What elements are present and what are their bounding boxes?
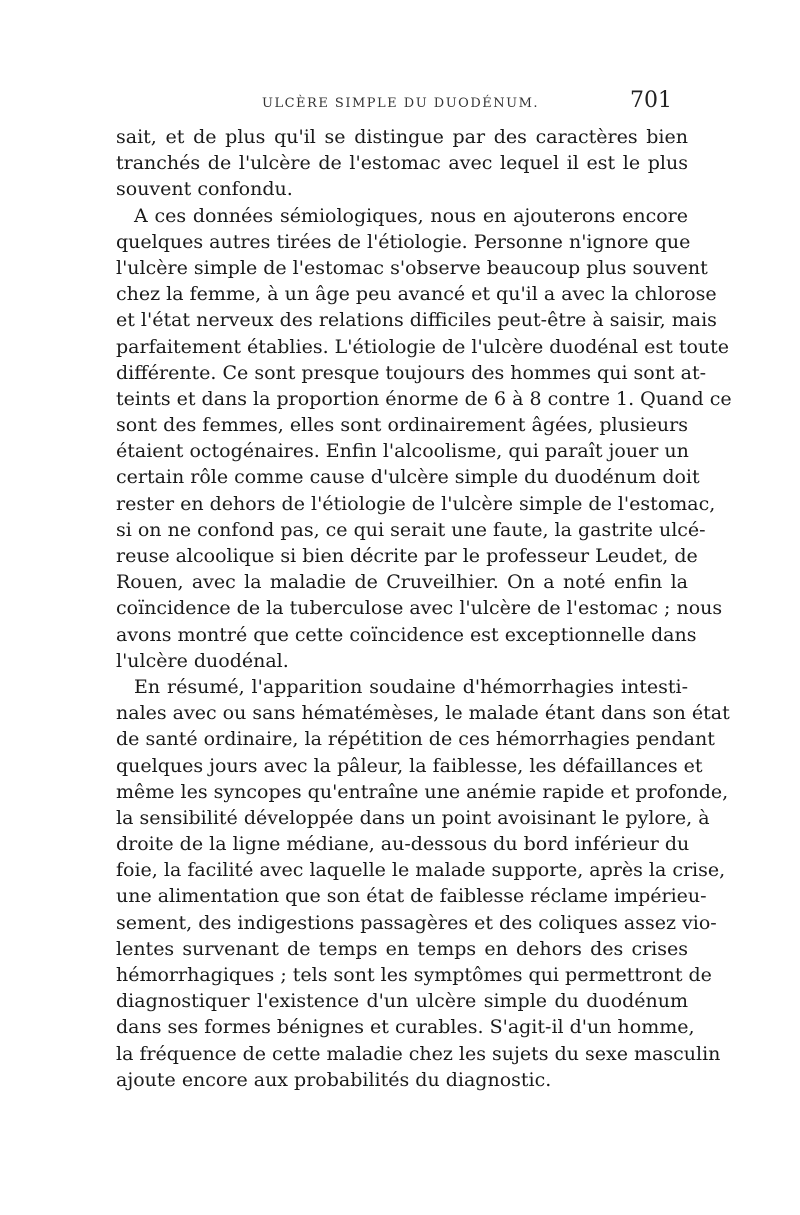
text-line: diagnostiquer l'existence d'un ulcère simple du duodénum <box>116 990 688 1013</box>
text-line: foie, la facilité avec laquelle le malade supporte, après la crise, <box>116 859 726 882</box>
text-line: droite de la ligne médiane, au-dessous du bord inférieur du <box>116 833 690 856</box>
text-line: hémorrhagiques ; tels sont les symptômes qui permettront de <box>116 964 712 986</box>
text-line: chez la femme, à un âge peu avancé et qu'il a avec la chlorose <box>116 283 717 306</box>
text-line: même les syncopes qu'entraîne une anémie rapide et profonde, <box>116 780 729 803</box>
text-line: la fréquence de cette maladie chez les sujets du sexe masculin <box>116 1042 721 1065</box>
text-line: de santé ordinaire, la répétition de ces hémorrhagies pendant <box>116 728 715 751</box>
text-line: rester en dehors de l'étiologie de l'ulcère simple de l'estomac, <box>116 492 716 515</box>
paragraph-continuation <box>116 124 688 203</box>
text-line: lentes survenant de temps en temps en dehors des crises <box>116 937 688 960</box>
text-line: reuse alcoolique si bien décrite par le professeur Leudet, de <box>116 545 698 567</box>
text-line: si on ne confond pas, ce qui serait une faute, la gastrite ulcé- <box>116 518 706 541</box>
text-line: étaient octogénaires. Enfin l'alcoolisme, qui paraît jouer un <box>116 440 689 463</box>
page-number: 701 <box>630 88 672 113</box>
text-line: l'ulcère duodénal. <box>116 649 289 672</box>
text-line: certain rôle comme cause d'ulcère simple du duodénum doit <box>116 466 700 489</box>
text-line: sement, des indigestions passagères et des coliques assez vio- <box>116 911 717 934</box>
text-line: nales avec ou sans hématémèses, le malade étant dans son état <box>116 702 730 725</box>
text-line: quelques autres tirées de l'étiologie. Personne n'ignore que <box>116 230 691 253</box>
text-line: A ces données sémiologiques, nous en ajouterons encore <box>134 204 688 227</box>
text-line: sont des femmes, elles sont ordinairement âgées, plusieurs <box>116 414 688 437</box>
text-line: sait, et de plus qu'il se distingue par des caractères bien <box>116 126 688 148</box>
text-line: En résumé, l'apparition soudaine d'hémorrhagies intesti- <box>134 675 688 698</box>
text-line: avons montré que cette coïncidence est exceptionnelle dans <box>116 623 697 646</box>
text-line: ajoute encore aux probabilités du diagnostic. <box>116 1068 552 1091</box>
text-line: l'ulcère simple de l'estomac s'observe beaucoup plus souvent <box>116 256 708 279</box>
paragraph-summary <box>116 674 730 1093</box>
body-text <box>116 124 732 1093</box>
running-head: ULCÈRE SIMPLE DU DUODÉNUM. <box>262 96 540 111</box>
text-line: tranchés de l'ulcère de l'estomac avec lequel il est le plus <box>116 152 688 175</box>
text-line: et l'état nerveux des relations difficiles peut-être à saisir, mais <box>116 309 717 332</box>
text-line: souvent confondu. <box>116 178 293 201</box>
paragraph-etiology <box>116 203 732 674</box>
text-line: Rouen, avec la maladie de Cruveilhier. On a noté enfin la <box>116 571 688 594</box>
text-line: une alimentation que son état de faiblesse réclame impérieu- <box>116 885 707 908</box>
text-line: la sensibilité développée dans un point avoisinant le pylore, à <box>116 806 710 829</box>
text-line: quelques jours avec la pâleur, la faiblesse, les défaillances et <box>116 754 703 777</box>
text-line: parfaitement établies. L'étiologie de l'ulcère duodénal est toute <box>116 335 730 358</box>
text-line: différente. Ce sont presque toujours des hommes qui sont at- <box>116 361 707 384</box>
text-line: dans ses formes bénignes et curables. S'agit-il d'un homme, <box>116 1016 695 1039</box>
text-line: teints et dans la proportion énorme de 6 à 8 contre 1. Quand ce <box>116 387 732 410</box>
text-line: coïncidence de la tuberculose avec l'ulcère de l'estomac ; nous <box>116 597 723 620</box>
